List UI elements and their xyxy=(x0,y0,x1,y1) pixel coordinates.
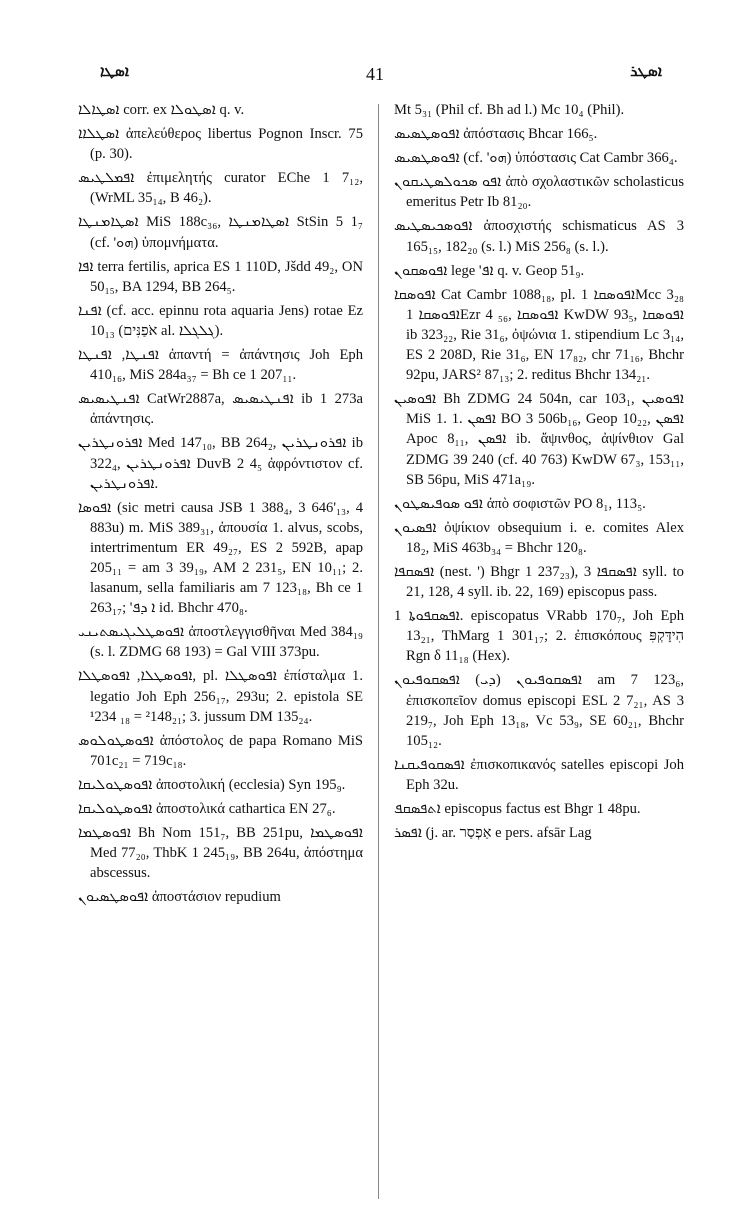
dictionary-entry: ܐܦܢܛܐ, ܐܦܢܛܐ ἀπαντή = ἀπάντησις Joh Eph 410₁₆, MiS 284a₃₇ = Bh ce 1 207₁₁. xyxy=(78,347,363,384)
dictionary-entry: ܐܦܘܣܛܘܠܘܣ ἀπόστολος de papa Romano MiS 701c₂₁ = 719c₁₈. xyxy=(78,732,363,769)
dictionary-entry: ܐܦܘܣܛܠܐ, ܐܦܘܣܛܠܐ, pl. ܐܦܘܣܛܠܐ ἐπίσταλμα 1. legatio Joh Eph 256₁₇, 293u; 2. epistola SE ¹234 ₁₈ = ²148₂₁; 3. jussum DM 135₂₄. xyxy=(78,668,363,725)
dictionary-entry: ܐܦܘܣܛܘܠܝܩܐ ἀποστολικά cathartica EN 27₆. xyxy=(78,801,336,817)
dictionary-entry: ܐܦܘܣܛܣܝܣ ἀπόστασις Bhcar 166₅. xyxy=(394,126,598,143)
dictionary-entry: ܐܦܘ ܣܟܘܠܣܛܝܩܘܢ ἀπὸ σχολαστικῶν scholasticus emeritus Petr Ib 81₂₀. xyxy=(394,174,685,211)
page-number: 41 xyxy=(366,64,384,84)
dictionary-entry: ܐܦܣܝܘܢ ὀψίκιον obsequium i. e. comites Alex 18₂, MiS 463b₃₄ = Bhchr 120₈. xyxy=(394,519,684,556)
dictionary-entry: ܐܦܘܣܩܐ Cat Cambr 1088₁₈, pl. ܐܦܘܣܩܐ 1Mcc 3₂₈ ܐܦܘܣܩܐ 1Ezr 4 ₅₆, ܐܦܘܣܩܐ KwDW 93₅, ܐܦܘܣܩܐ ib 323₂₂, Rie 31₆, ὀψώνια 1. stipendium Lc 3₁₄, ES 2 208D, Rie 31₆, EN 17₈₂, chr 71₁₆, Bhchr 92pu, JARS² 87₁₃; 2. reditus Bhchr 134₂₁. xyxy=(394,286,684,384)
dictionary-entry: ܐܦܣܩܦܘܬܐ 1. episcopatus VRabb 170₇, Joh Eph 13₂₁, ThMarg 1 301₁₇; 2. ἐπισκόπους הִידָּקְפִּ Rgn δ 11₁₈ (Hex). xyxy=(394,608,685,665)
right-column xyxy=(394,100,684,847)
dictionary-entry: ܐܦܐ terra fertilis, aprica ES 1 110D, Jšdd 49₂, ON 50₁₅, BA 1294, BB 264₅. xyxy=(78,258,363,295)
dictionary-entry: ܐܦܡܠܛܝܣ ἐπιμελητής curator EChe 1 7₁₂, (WrML 35₁₄, B 46₂). xyxy=(78,170,363,207)
dictionary-entry: ܐܦܣܪ (j. ar. אַפְסַר e pers. afsār Lag xyxy=(394,825,592,842)
dictionary-entry: ܐܦܣܩܘܦܝܘܢ (ܕܝ) ܐܦܣܩܘܦܝܘܢ am 7 123₆, ἐπισκοπεῖον domus episcopi ESL 2 7₂₁, AS 3 219₇, Joh Eph 13₁₈, Vc 53₉, SE 60₂₁, Bhchr 105₁₂. xyxy=(394,672,684,749)
dictionary-entry: ܐܦܘܣܝܢ Bh ZDMG 24 504n, car 103₁, ܐܦܘܣܝܢ MiS 1. 1. ܐܦܣܢ BO 3 506b₁₆, Geop 10₂₂, ܐܦܣܢ Apoc 8₁₁, ܐܦܣܢ ib. ἄψινθος, ἀψίνθιον Gal ZDMG 39 240 (cf. 40 763) KwDW 67₃, 153₁₁, SB 56pu, MiS 471a₁₉. xyxy=(394,391,684,488)
dictionary-entry: ܐܦܢܛܝܣܝܣ CatWr2887a, ܐܦܢܛܝܣܝܣ ib 1 273a ἀπάντησις. xyxy=(78,391,363,428)
dictionary-entry: ܐܦܘܣܛܘܠܝܩܐ ἀποστολική (ecclesia) Syn 195₉. xyxy=(78,776,346,793)
dictionary-entry: ܐܦܘܣܩܘܢ lege 'ܐܦ q. v. Geop 51₉. xyxy=(394,262,585,279)
column-divider xyxy=(378,104,379,1199)
dictionary-entry: ܐܦܣܩܘܦܝܩܢܐ ἐπισκοπικανός satelles episcopi Joh Eph 32u. xyxy=(394,756,684,793)
running-header xyxy=(80,62,670,90)
dictionary-entry: ܐܦܢܐ (cf. acc. epinnu rota aquaria Jens) rotae Ez 10₁₃ (אֹפַנִּים al. ܓܠܓܠܐ). xyxy=(78,302,363,339)
dictionary-entry: ܐܦܘܣܐ (sic metri causa JSB 1 388₄, 3 646'₁₃, 4 883u) m. MiS 389₃₁, ἀπουσία 1. alvus, scobs, intertrimentum ER 49₂₇, ES 2 592B, apap 205₁₁ = am 3 39₁₉, AM 2 231₅, EN 10₁₁; 2. lasanum, sella familiaris am 7 123₁₈, Bh ce 1 263₁₇; 'ܐ ܕܦ id. Bhchr 470₈. xyxy=(78,499,363,617)
dictionary-entry: ܐܦܘܣܛܣܝܘܢ ἀποστάσιον repudium xyxy=(78,889,281,906)
dictionary-entry: ܐܦܘܣܛܡܐ Bh Nom 151₇, BB 251pu, ܐܦܘܣܛܡܐ Med 77₂₀, ThbK 1 245₁₉, BB 264u, ἀπόστημα abscessus. xyxy=(78,825,363,882)
dictionary-entry: ܐܣܛܐܠܐ corr. ex ܐܣܛܘܠܐ q. v. xyxy=(78,102,245,118)
dictionary-entry: ܐܦܘ ܣܘܦܝܣܛܘܢ ἀπὸ σοφιστῶν PO 8₁, 113₅. xyxy=(394,495,646,512)
dictionary-entry: ܐܣܛܐܡܢܛܐ MiS 188c₃₆, ܐܣܛܐܡܢܛܐ StSin 5 1₇ (cf. 'ܗܘ) ὑπομνήματα. xyxy=(78,214,363,251)
dictionary-entry: ܐܦܘܣܟܝܣܛܝܣ ἀποσχιστής schismaticus AS 3 165₁₅, 182₂₀ (s. l.) MiS 256₈ (s. l.). xyxy=(394,218,684,255)
dictionary-entry: ܐܦܪܘܢܛܪܝܢ Med 147₁₀, BB 264₂, ܐܦܪܘܢܛܪܝܢ ib 322₄, ܐܦܪܘܢܛܪܝܢ DuvB 2 4₅ ἀφρόντιστον cf. ܐܦܪܘܢܛܪܝܢ. xyxy=(78,435,363,492)
dictionary-entry: ܐܣܛܠܐܐ ἀπελεύθερος libertus Pognon Inscr. 75 (p. 30). xyxy=(78,126,363,163)
dictionary-entry: Mt 5₃₁ (Phil cf. Bh ad l.) Mc 10₄ (Phil). xyxy=(394,102,625,118)
dictionary-entry: ܐܦܘܣܛܣܝܣ (cf. 'ܗܘ) ὑπόστασις Cat Cambr 366₄. xyxy=(394,150,678,167)
header-left-word: ܐܣܛܐ xyxy=(100,62,129,80)
dictionary-entry: ܐܦܣܩܦܐ (nest. ') Bhgr 1 237₂₃), ܐܦܣܩܦܐ 3 syll. to 21, 128, 4 syll. ib. 22, 169) episcopus pass. xyxy=(394,563,684,601)
dictionary-entry: ܐܬܦܣܩܦ episcopus factus est Bhgr 1 48pu. xyxy=(394,801,641,817)
header-right-word: ܐܣܛܪ xyxy=(630,62,662,80)
dictionary-entry: ܐܦܘܣܛܠܝܓܝܣܬܝܢܝ ἀποστλεγγισθῆναι Med 384₁₉ (s. l. ZDMG 68 193) = Gal VIII 373pu. xyxy=(78,624,363,661)
left-column xyxy=(78,100,363,911)
